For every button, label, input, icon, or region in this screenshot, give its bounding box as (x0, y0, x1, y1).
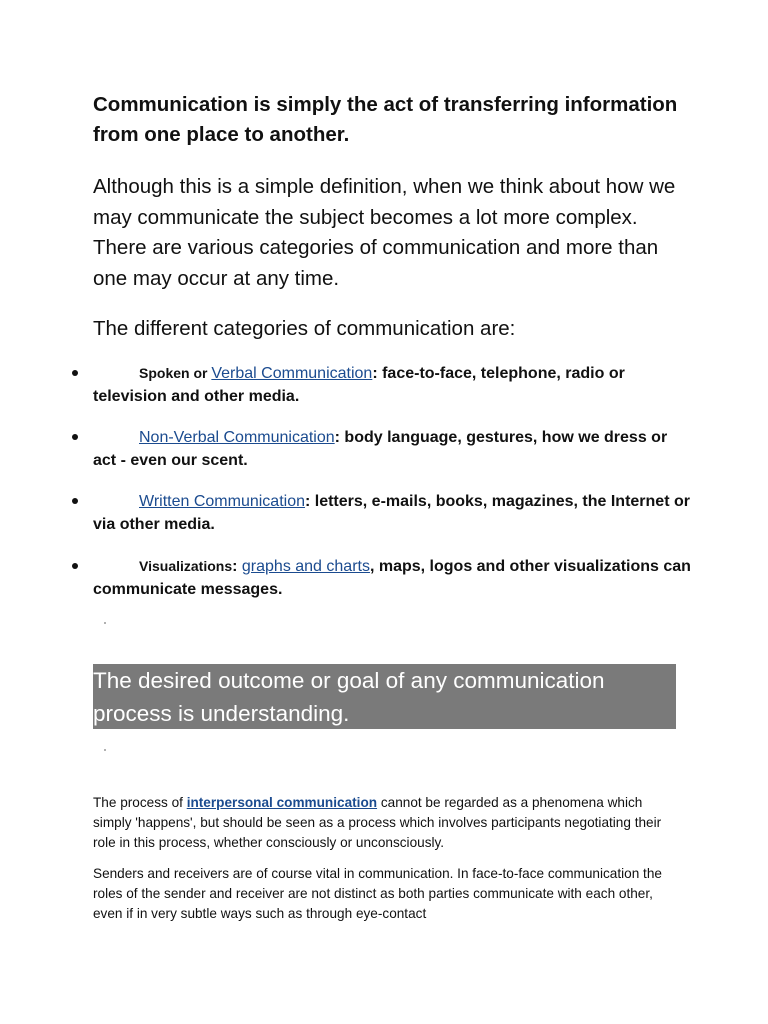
bullet-colon: : (232, 558, 242, 575)
graphs-and-charts-link[interactable]: graphs and charts (241, 558, 370, 575)
spacer-dot (104, 749, 106, 751)
list-item-written (93, 490, 693, 536)
bullet-description: , maps, logos and other visualizations can communicate messages. (93, 558, 691, 598)
body-paragraph-1 (93, 793, 673, 853)
interpersonal-communication-link[interactable]: interpersonal communication (186, 795, 378, 810)
list-item-visualizations (93, 555, 693, 601)
bullet-prefix: Visualizations (139, 558, 233, 574)
bullet-description: : body language, gestures, how we dress or act - even our scent. (93, 429, 668, 469)
bullet-description: : face-to-face, telephone, radio or television and other media. (93, 365, 625, 405)
non-verbal-communication-link[interactable]: Non-Verbal Communication (139, 429, 335, 446)
bullet-icon (72, 434, 78, 440)
bullet-description: : letters, e-mails, books, magazines, the Internet or via other media. (93, 493, 690, 533)
bullet-prefix: Spoken or (139, 365, 212, 381)
body-paragraph-2: Senders and receivers are of course vital in communication. In face-to-face communication the roles of the sender and receiver are not distinct as both parties communicate with each other, even if in very subtle ways such as through eye-contact (93, 866, 662, 921)
spacer-dot (104, 622, 106, 624)
page-heading: Communication is simply the act of transferring information from one place to another. (93, 93, 678, 146)
verbal-communication-link[interactable]: Verbal Communication (211, 365, 373, 382)
bullet-icon (72, 563, 78, 569)
intro-paragraph: Although this is a simple definition, when we think about how we may communicate the subject becomes a lot more complex. There are various categories of communication and more than one may occur at any time. (93, 175, 676, 290)
written-communication-link[interactable]: Written Communication (139, 493, 305, 510)
categories-lead: The different categories of communication are: (93, 317, 516, 340)
paragraph-text: The process of (93, 795, 187, 810)
callout-banner: The desired outcome or goal of any communication process is understanding. (93, 664, 676, 729)
list-item-nonverbal (93, 426, 693, 472)
bullet-icon (72, 498, 78, 504)
list-item-verbal (93, 362, 693, 408)
bullet-icon (72, 370, 78, 376)
paragraph-text: cannot be regarded as a phenomena which simply 'happens', but should be seen as a process which involves participants negotiating their role in this process, whether consciously or unconsciously. (93, 795, 662, 850)
